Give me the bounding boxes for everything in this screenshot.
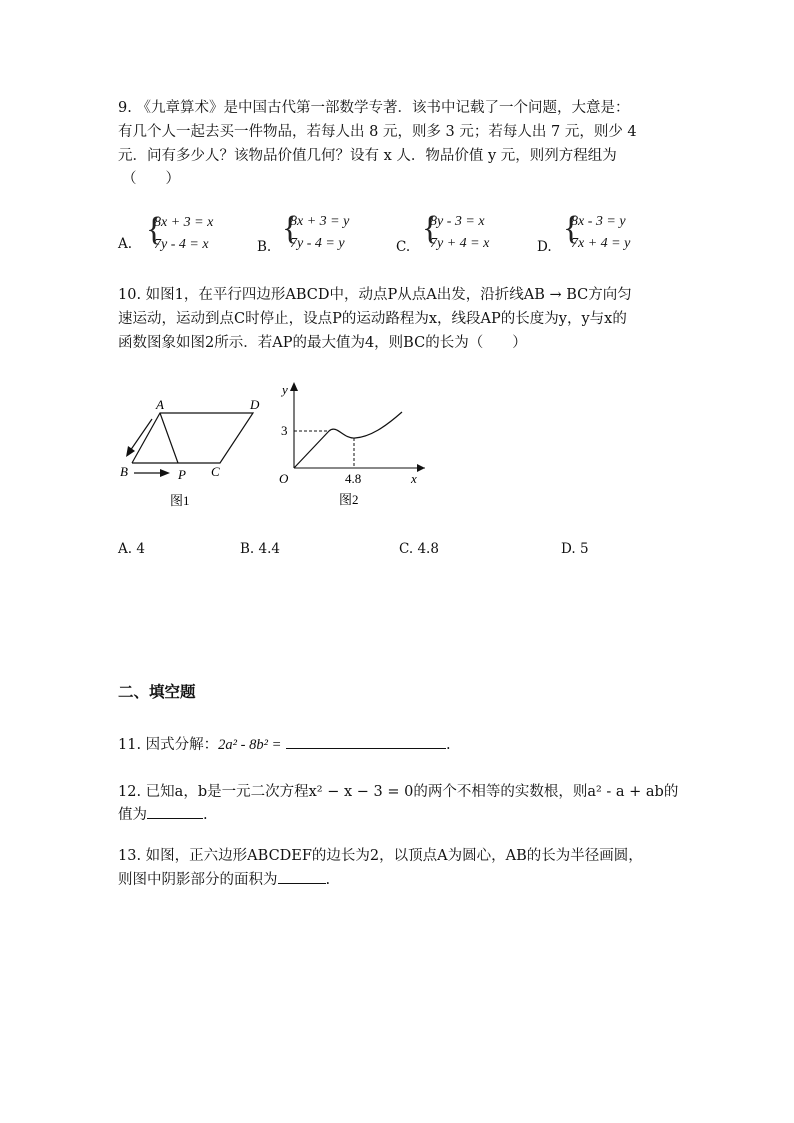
q10-option-b: B. 4.4 bbox=[240, 541, 280, 557]
q12-suffix: . bbox=[203, 807, 208, 823]
q9-option-c-system bbox=[422, 210, 490, 255]
figure-1-parallelogram bbox=[110, 395, 270, 515]
q9-option-a-eq2: 7y - 4 = x bbox=[154, 237, 209, 252]
fig1-label-p: P bbox=[178, 467, 186, 482]
brace-icon: { bbox=[146, 211, 163, 248]
brace-icon: { bbox=[282, 210, 299, 247]
brace-icon: { bbox=[422, 210, 439, 247]
fig1-label-b: B bbox=[120, 464, 128, 479]
q9-option-b-eq1: 8x + 3 = y bbox=[290, 214, 350, 229]
q9-option-d-eq1: 8x - 3 = y bbox=[571, 214, 626, 229]
q9-option-b-label: B. bbox=[257, 239, 272, 255]
fig2-origin-label: O bbox=[279, 471, 289, 486]
q9-answer-paren: （ ） bbox=[122, 171, 180, 187]
q11 bbox=[118, 734, 451, 756]
q13-suffix: . bbox=[325, 872, 331, 888]
fig2-x-tick: 4.8 bbox=[345, 471, 362, 486]
q13-prefix: 则图中阴影部分的面积为 bbox=[118, 872, 278, 888]
q9-option-c-eq2: 7y + 4 = x bbox=[430, 236, 490, 251]
q9-option-d-system bbox=[563, 210, 631, 255]
q10-line3: 函数图象如图2所示．若AP的最大值为4，则BC的长为（ ） bbox=[118, 335, 527, 351]
q12-answer-blank[interactable] bbox=[147, 804, 203, 819]
q9-option-c-label: C. bbox=[396, 239, 411, 255]
q12-prefix: 值为 bbox=[118, 807, 147, 823]
q9-line1: 9. 《九章算术》是中国古代第一部数学专著．该书中记载了一个问题，大意是： bbox=[118, 100, 630, 116]
fig2-y-tick: 3 bbox=[281, 423, 288, 438]
q10-option-a: A. 4 bbox=[118, 541, 145, 557]
q9-option-a-eq1: 8x + 3 = x bbox=[154, 215, 214, 230]
q10-line2: 速运动，运动到点C时停止，设点P的运动路程为x，线段AP的长度为y，y与x的 bbox=[118, 311, 627, 327]
q9-option-d-eq2: 7x + 4 = y bbox=[571, 236, 631, 251]
q11-expression: 2a² - 8b² = bbox=[218, 737, 282, 753]
q13-answer-blank[interactable] bbox=[278, 869, 326, 884]
q9-line2: 有几个人一起去买一件物品，若每人出 8 元，则多 3 元；若每人出 7 元，则少 4 bbox=[118, 124, 637, 140]
fig2-caption: 图2 bbox=[339, 492, 359, 507]
brace-icon: { bbox=[563, 210, 580, 247]
fig1-label-d: D bbox=[250, 397, 260, 412]
q9-option-c-eq1: 8y - 3 = x bbox=[430, 214, 485, 229]
q9-option-a-label: A. bbox=[118, 236, 133, 252]
q11-suffix: . bbox=[445, 737, 451, 753]
q11-answer-blank[interactable] bbox=[286, 734, 446, 749]
figure-2-graph bbox=[275, 382, 425, 512]
q9-option-b-eq2: 7y - 4 = y bbox=[290, 236, 345, 251]
q9-line3: 元．问有多少人？该物品价值几何？设有 x 人．物品价值 y 元，则列方程组为 bbox=[118, 148, 617, 164]
q13-line1: 13. 如图，正六边形ABCDEF的边长为2，以顶点A为圆心，AB的长为半径画圆， bbox=[118, 848, 643, 864]
q10-option-d: D. 5 bbox=[561, 541, 589, 557]
section-title: 二、填空题 bbox=[118, 682, 196, 701]
fig1-label-c: C bbox=[211, 464, 220, 479]
q13-line2 bbox=[118, 869, 330, 891]
q9-option-d-label: D. bbox=[537, 239, 552, 255]
q9-option-a-system bbox=[146, 211, 214, 256]
q9-option-b-system bbox=[282, 210, 350, 255]
q12-line2 bbox=[118, 804, 208, 826]
q10-line1: 10. 如图1，在平行四边形ABCD中，动点P从点A出发，沿折线AB → BC方向匀 bbox=[118, 287, 632, 303]
fig1-caption: 图1 bbox=[170, 493, 190, 508]
fig2-x-axis-label: x bbox=[411, 471, 417, 486]
fig1-label-a: A bbox=[156, 397, 164, 412]
q12-line1: 12. 已知a，b是一元二次方程x² − x − 3 = 0的两个不相等的实数根，则a² - a + ab的 bbox=[118, 784, 679, 800]
q10-option-c: C. 4.8 bbox=[399, 541, 439, 557]
q11-prefix: 11. 因式分解： bbox=[118, 737, 219, 753]
fig2-y-axis-label: y bbox=[282, 382, 288, 397]
